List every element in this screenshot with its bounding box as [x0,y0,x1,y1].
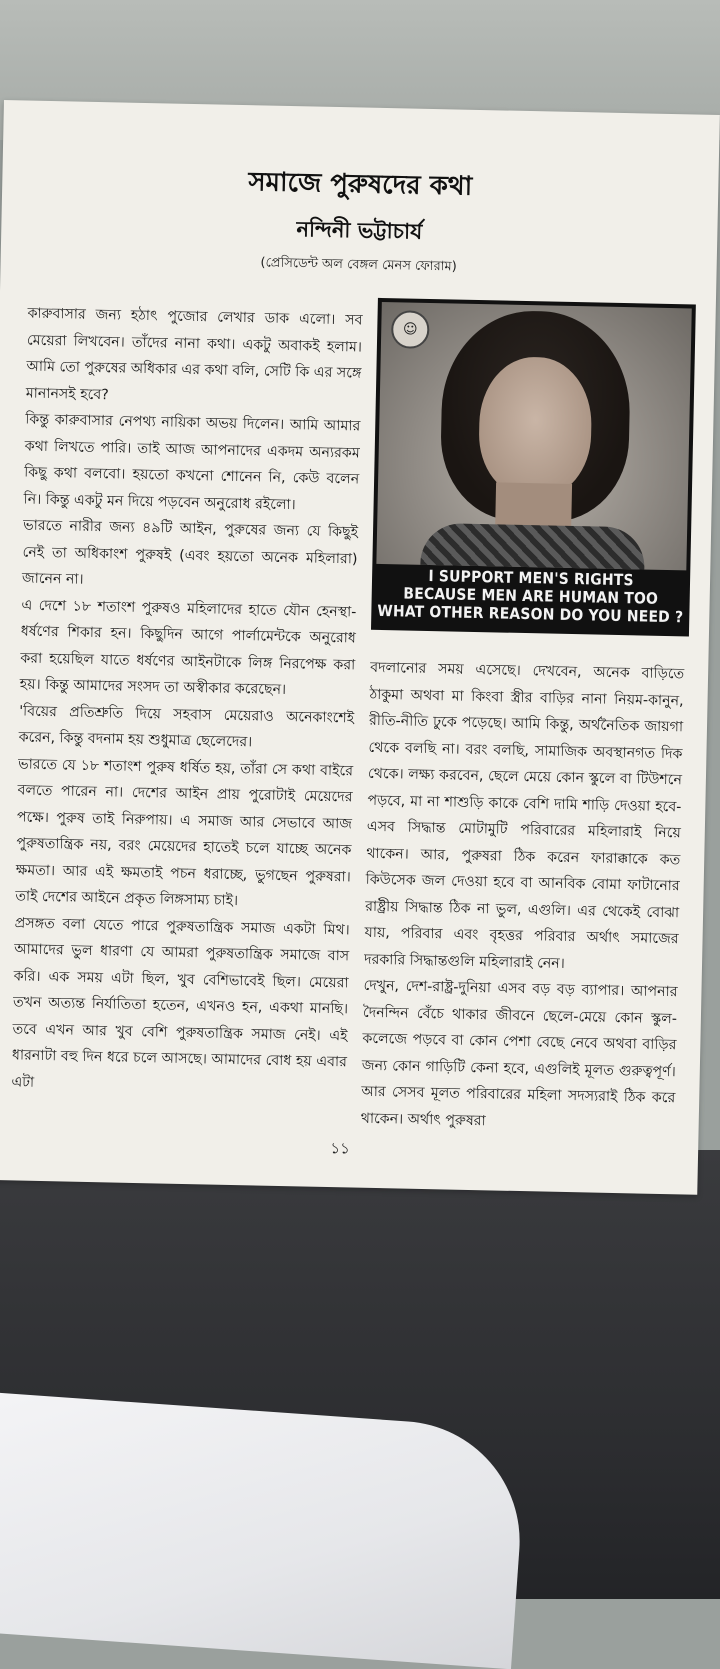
photo-slogan [375,566,686,626]
slogan-line: BECAUSE MEN ARE HUMAN TOO [403,584,659,608]
left-paragraph: এ দেশে ১৮ শতাংশ পুরুষও মহিলাদের হাতে যৌন হেনস্থা-ধর্ষণের শিকার হন। কিছুদিন আগে পার্লামেন্টকে অনুরোধ করা হয়েছিল যাতে ধর্ষণের আইনটাকে লিঙ্গ নিরপেক্ষ করা হয়। কিন্তু আমাদের সংসদ তা অস্বীকার করেছেন। [19,596,357,699]
left-paragraph: ভারতে নারীর জন্য ৪৯টি আইন, পুরুষের জন্য যে কিছুই নেই তা অধিকাংশ পুরুষই (এবং হয়তো অনেক মহিলারা) জানেন না। [21,517,359,588]
left-paragraph: কিন্তু কারুবাসার নেপথ্য নায়িকা অভয় দিলেন। আমি আমার কথা লিখতে পারি। তাই আজ আপনাদের একদম অন্যরকম কিছু কথা বলবো। হয়তো কখনো শোনেন নি, কেউ বলেন নি। কিন্তু একটু মন দিয়ে পড়বেন অনুরোধ রইলো। [23,411,361,513]
author-photo [376,302,691,570]
author-photo-frame [371,298,696,637]
right-column [360,655,684,1138]
mens-forum-logo-icon: ☺ [391,310,430,349]
photo-dress [420,523,645,571]
article-title: সমাজে পুরুষদের কথা [248,167,473,202]
photo-face [478,356,593,498]
author-designation: (প্রেসিডেন্ট অল বেঙ্গল মেনস ফোরাম) [260,255,457,275]
left-paragraph: 'বিয়ের প্রতিশ্রুতি দিয়ে সহবাস মেয়েরাও অনেকাংশেই করেন, কিন্তু বদনাম হয় শুধুমাত্র ছেলেদের। [18,702,355,751]
left-paragraph: ভারতে যে ১৮ শতাংশ পুরুষ ধর্ষিত হয়, তাঁরা সে কথা বাইরে বলতে পারেন না। দেশের আইন প্রায় পুরোটাই মেয়েদের পক্ষে। পুরুষ তাই নিরুপায়। এ সমাজ আর সেভাবে আজ পুরুষতান্ত্রিক নয়, বরং মেয়েদের হাতেই চলে যাচ্ছে অনেক ক্ষমতা। আর এই ক্ষমতাই পচন ধরাচ্ছে, ভুগছেন পুরুষরা। তাই দেশের আইনে প্রকৃত লিঙ্গসাম্য চাই। [15,755,354,910]
slogan-line: I SUPPORT MEN'S RIGHTS [428,566,634,590]
left-column [11,301,363,1103]
right-paragraph: বদলানোর সময় এসেছে। দেখবেন, অনেক বাড়িতে ঠাকুমা অথবা মা কিংবা স্ত্রীর বাড়ির নানা নিয়ম-কানুন, রীতি-নীতি ঢুকে পড়েছে। আমি কিন্তু, অর্থনৈতিক জায়গা থেকে বলছি না। বরং বলছি, সামাজিক অবস্থানগত দিক থেকে। লক্ষ্য করবেন, ছেলে মেয়ে কোন স্কুলে বা টিউশনে পড়বে, মা না শাশুড়ি কাকে বেশি দামি শাড়ি দেওয়া হবে- এসব সিদ্ধান্ত মোটামুটি পরিবারের মহিলারাই নিয়ে থাকেন। আর, পুরুষরা ঠিক করেন ফারাক্কাকে কত কিউসেক জল দেওয়া হবে বা আনবিক বোমা ফাটানোর রাষ্ট্রীয় সিদ্ধান্ত ঠিক না ভুল, এগুলি। এর থেকেই বোঝা যায়, পরিবার এবং বৃহত্তর পরিবার অর্থাৎ সমাজের দরকারি সিদ্ধান্তগুলি মহিলারাই নেন। [363,659,685,972]
left-paragraph: কারুবাসার জন্য হঠাৎ পুজোর লেখার ডাক এলো। সব মেয়েরা লিখবেন। তাঁদের নানা কথা। একটু অবাকই হলাম। আমি তো পুরুষের অধিকার এর কথা বলি, সেটি কি এর সঙ্গে মানানসই হবে? [25,305,363,403]
left-paragraph: প্রসঙ্গত বলা যেতে পারে পুরুষতান্ত্রিক সমাজ একটা মিথ। আমাদের ভুল ধারণা যে আমরা পুরুষতান্ত্রিক সমাজে বাস করি। এক সময় এটা ছিল, খুব বেশিভাবেই ছিল। মেয়েরা তখন অত্যন্ত নির্যাতিতা হতেন, এখনও হন, একথা মানছি। তবে এখন আর খুব বেশি পুরুষতান্ত্রিক সমাজ নেই। এই ধারনাটা বহু দিন ধরে চলে আসছে। আমাদের বোধ হয় এবার এটা [11,914,350,1091]
article-author: নন্দিনী ভট্টাচার্য [296,217,423,244]
slogan-line: WHAT OTHER REASON DO YOU NEED ? [377,601,684,627]
right-paragraph: দেখুন, দেশ-রাষ্ট্র-দুনিয়া এসব বড় বড় ব্যাপার। আপনার দৈনন্দিন বেঁচে থাকার জীবনে ছেলে-মেয়ে কোন স্কুল-কলেজে পড়বে বা কোন পেশা বেছে নেবে অথবা বাড়ির জন্য কোন গাড়িটি কেনা হবে, এগুলিই মূলত গুরুত্বপূর্ণ। আর সেসব মূলত পরিবারের মহিলা সদস্যরাই ঠিক করে থাকেন। অর্থাৎ পুরুষরা [360,977,678,1129]
magazine-page [0,100,720,1195]
page-number: ১১ [330,1139,351,1158]
white-cloth [0,1391,528,1669]
